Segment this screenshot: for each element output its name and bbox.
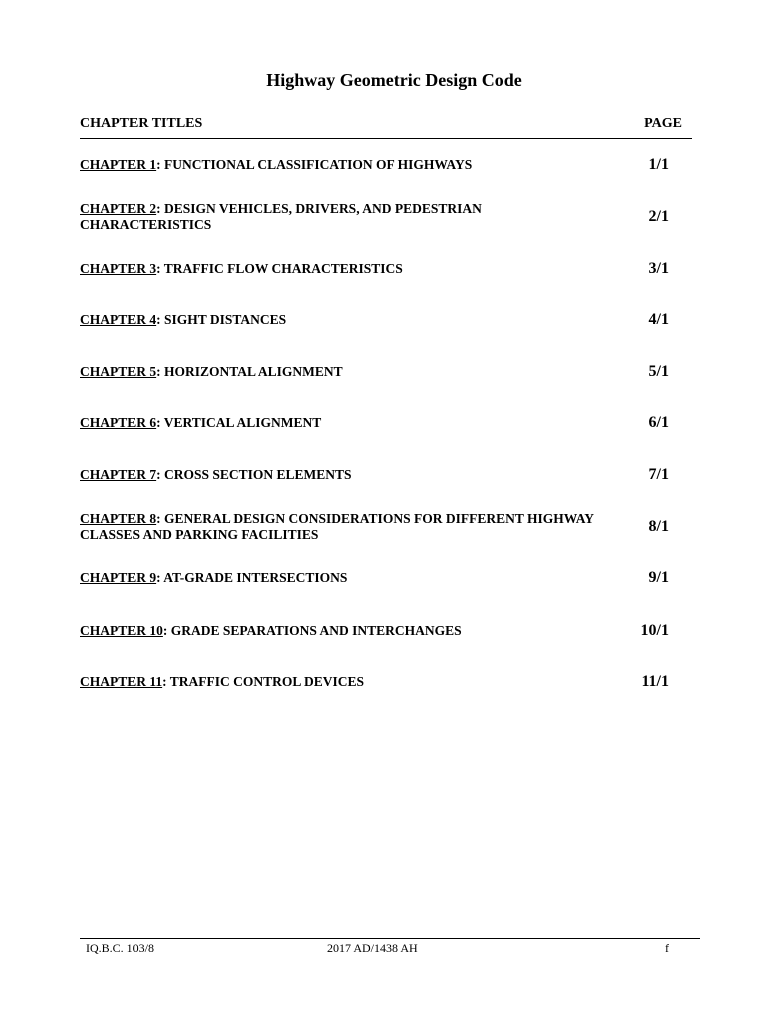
chapter-label[interactable]: CHAPTER 7 xyxy=(80,467,157,482)
toc-title xyxy=(80,467,600,483)
chapter-title: : HORIZONTAL ALIGNMENT xyxy=(156,364,343,379)
toc-title xyxy=(80,570,600,586)
chapter-title: : GENERAL DESIGN CONSIDERATIONS FOR DIFFERENT HIGHWAY CLASSES AND PARKING FACILITIES xyxy=(80,511,594,542)
chapter-label[interactable]: CHAPTER 6 xyxy=(80,415,157,430)
toc-title xyxy=(80,623,600,639)
toc-row-chapter-10[interactable] xyxy=(80,622,692,640)
footer-divider xyxy=(80,938,700,939)
toc-row-chapter-9[interactable] xyxy=(80,569,692,587)
toc-row-chapter-3[interactable] xyxy=(80,260,692,278)
chapter-title: : TRAFFIC FLOW CHARACTERISTICS xyxy=(156,261,403,276)
toc-row-chapter-11[interactable] xyxy=(80,673,692,691)
chapter-title: : SIGHT DISTANCES xyxy=(156,312,287,327)
toc-title xyxy=(80,201,600,233)
page-title: Highway Geometric Design Code xyxy=(266,70,522,90)
toc-title xyxy=(80,415,600,431)
chapter-title: : VERTICAL ALIGNMENT xyxy=(156,415,322,430)
chapter-label[interactable]: CHAPTER 10 xyxy=(80,623,163,638)
toc-row-chapter-7[interactable] xyxy=(80,466,692,484)
toc-page-number: 5/1 xyxy=(648,363,669,380)
toc-page-number: 6/1 xyxy=(648,414,669,431)
header-chapter-titles: CHAPTER TITLES xyxy=(80,116,203,131)
toc-row-chapter-4[interactable] xyxy=(80,311,692,329)
header-page: PAGE xyxy=(644,116,682,131)
toc-page-number: 10/1 xyxy=(640,622,669,639)
footer-doc-code: IQ.B.C. 103/8 xyxy=(86,941,155,955)
chapter-label[interactable]: CHAPTER 4 xyxy=(80,312,157,327)
toc-row-chapter-8[interactable] xyxy=(80,510,692,544)
toc-page-number: 1/1 xyxy=(648,156,669,173)
toc-page-number: 2/1 xyxy=(648,208,669,225)
toc-title xyxy=(80,364,600,380)
toc-page-number: 4/1 xyxy=(648,311,669,328)
footer-date: 2017 AD/1438 AH xyxy=(327,941,418,955)
chapter-label[interactable]: CHAPTER 1 xyxy=(80,157,157,172)
chapter-title: : GRADE SEPARATIONS AND INTERCHANGES xyxy=(162,623,462,638)
chapter-label[interactable]: CHAPTER 2 xyxy=(80,201,157,216)
chapter-label[interactable]: CHAPTER 3 xyxy=(80,261,157,276)
toc-title xyxy=(80,261,600,277)
toc-title xyxy=(80,511,600,543)
toc-row-chapter-2[interactable] xyxy=(80,200,692,234)
toc-header xyxy=(80,116,692,139)
toc-row-chapter-5[interactable] xyxy=(80,363,692,381)
toc-page-number: 8/1 xyxy=(648,518,669,535)
chapter-label[interactable]: CHAPTER 11 xyxy=(80,674,163,689)
toc-row-chapter-1[interactable] xyxy=(80,156,692,174)
chapter-title: : AT-GRADE INTERSECTIONS xyxy=(156,570,348,585)
chapter-title: : TRAFFIC CONTROL DEVICES xyxy=(162,674,365,689)
toc-title xyxy=(80,674,600,690)
chapter-label[interactable]: CHAPTER 8 xyxy=(80,511,157,526)
toc-title xyxy=(80,157,600,173)
chapter-title: : FUNCTIONAL CLASSIFICATION OF HIGHWAYS xyxy=(156,157,473,172)
toc-title xyxy=(80,312,600,328)
toc-page-number: 9/1 xyxy=(648,569,669,586)
chapter-title: : CROSS SECTION ELEMENTS xyxy=(156,467,352,482)
chapter-title: : DESIGN VEHICLES, DRIVERS, AND PEDESTRIAN CHARACTERISTICS xyxy=(80,201,482,232)
toc-page-number: 7/1 xyxy=(648,466,669,483)
toc-page-number: 3/1 xyxy=(648,260,669,277)
toc-page-number: 11/1 xyxy=(641,673,669,690)
chapter-label[interactable]: CHAPTER 5 xyxy=(80,364,157,379)
footer-page-mark: f xyxy=(665,941,669,955)
chapter-label[interactable]: CHAPTER 9 xyxy=(80,570,157,585)
toc-row-chapter-6[interactable] xyxy=(80,414,692,432)
